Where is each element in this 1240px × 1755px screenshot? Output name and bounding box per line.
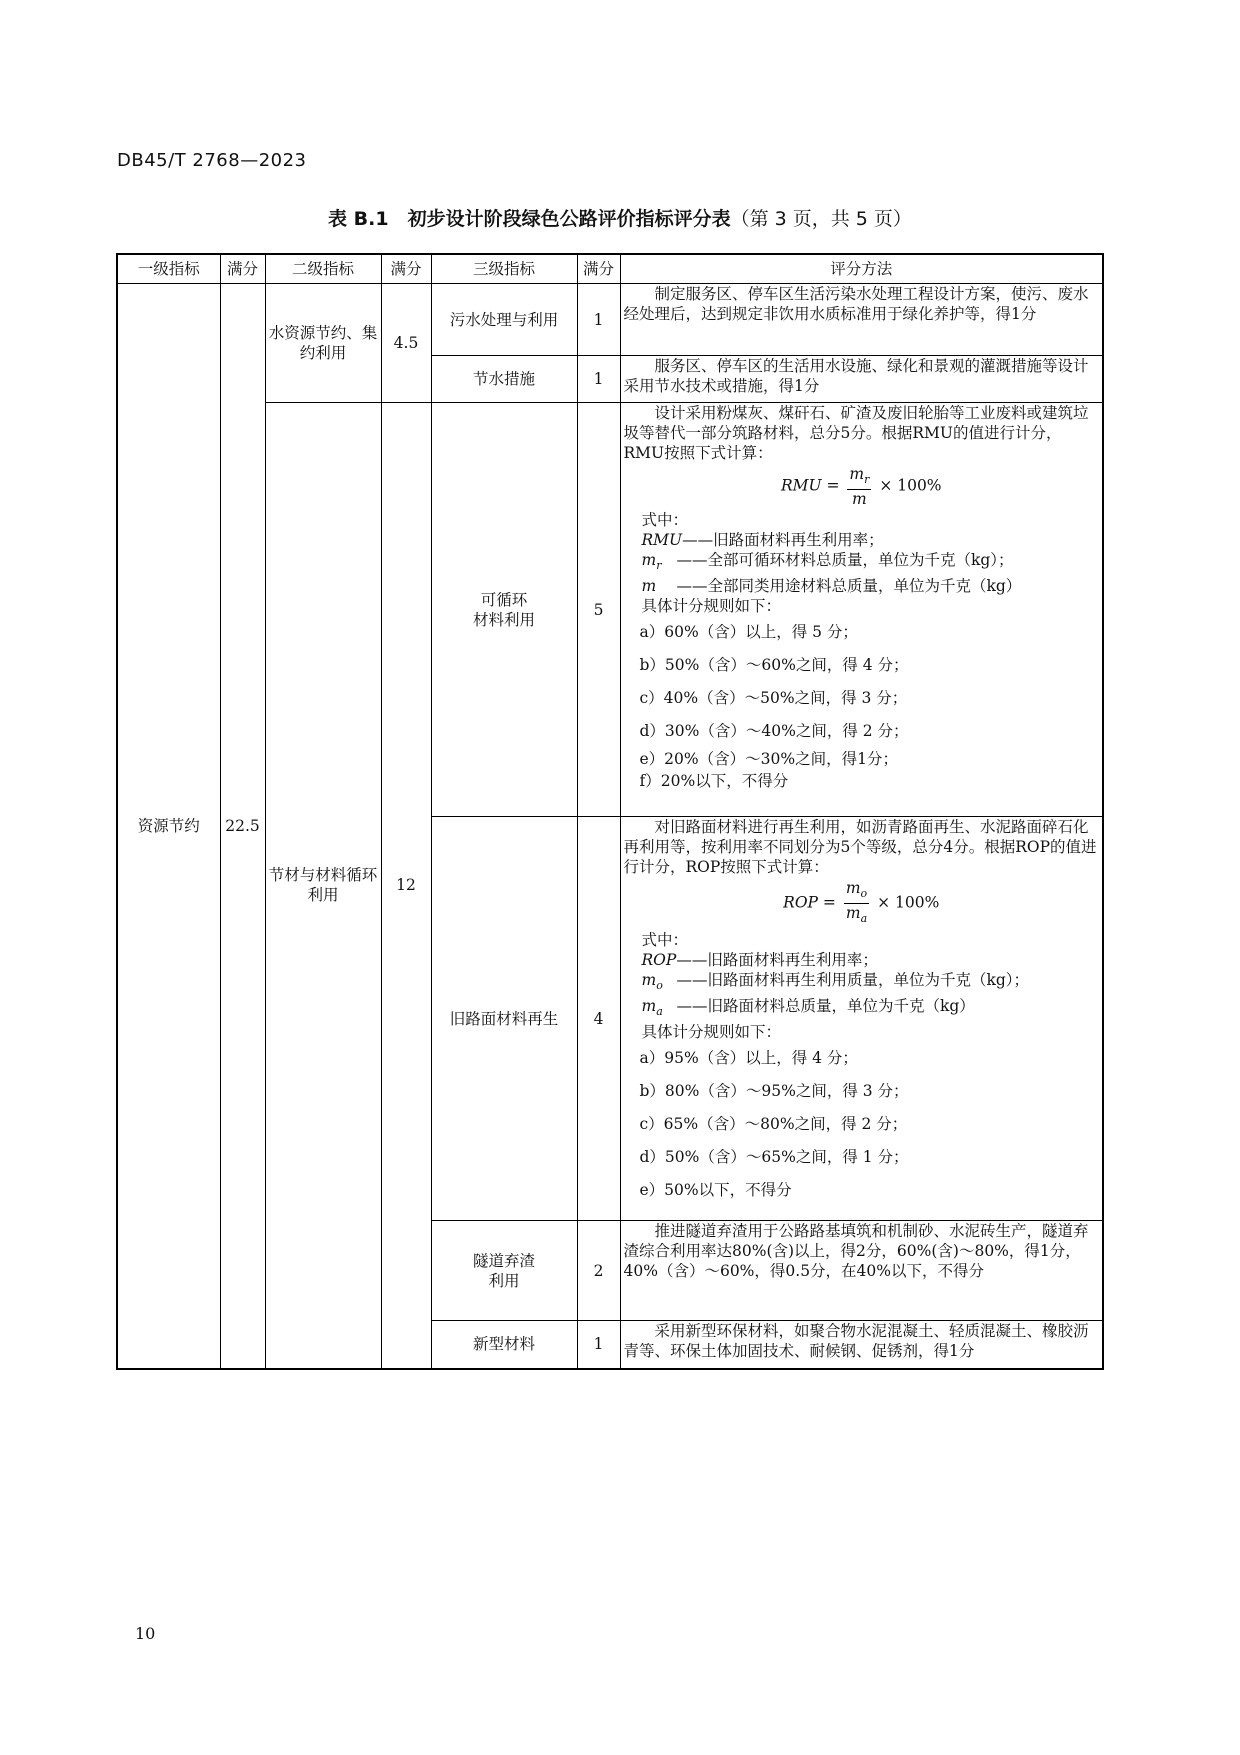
level3-tunnel-score: 2 <box>577 1221 620 1321</box>
definition-item <box>624 970 1100 996</box>
rule-item: f）20%以下，不得分 <box>639 772 789 791</box>
definition-symbol: RMU <box>641 531 683 550</box>
col-header-score1: 满分 <box>220 254 265 284</box>
formula-rmu <box>624 465 1100 508</box>
table-title <box>0 204 1240 231</box>
level3-tunnel-name-line1: 隧道弃渣 <box>472 1251 535 1270</box>
level2-materials-name: 节材与材料循环利用 <box>265 403 381 1369</box>
level3-pavement-score: 4 <box>577 817 620 1221</box>
rule-item: a）95%（含）以上，得 4 分； <box>639 1049 858 1068</box>
level3-saving-name: 节水措施 <box>431 356 577 403</box>
definition-text: ——旧路面材料总质量，单位为千克（kg） <box>676 997 975 1016</box>
definition-text: ——旧路面材料再生利用率； <box>676 951 878 970</box>
formula-rop <box>624 879 1100 928</box>
col-header-level1: 一级指标 <box>117 254 220 284</box>
method-intro: 设计采用粉煤灰、煤矸石、矿渣及废旧轮胎等工业废料或建筑垃圾等替代一部分筑路材料，总分5分。根据RMU的值进行计分，RMU按照下式计算： <box>623 404 1089 462</box>
method-pavement <box>620 817 1103 1221</box>
method-saving <box>620 356 1103 403</box>
definition-symbol: $m_r$ <box>641 551 662 573</box>
fraction-denominator: m <box>852 490 867 509</box>
definition-item <box>624 550 1100 576</box>
formula-rhs: × 100% <box>877 893 940 912</box>
formula-rhs: × 100% <box>879 476 942 495</box>
level1-name: 资源节约 <box>117 284 220 1369</box>
definition-symbol: $m_a$ <box>641 997 663 1019</box>
fraction-numerator-sub: r <box>864 473 870 487</box>
rule-item: a）60%（含）以上，得 5 分； <box>639 623 858 642</box>
level3-recycle-score: 5 <box>577 403 620 817</box>
rule-item: d）50%（含）～65%之间，得 1 分； <box>639 1148 909 1167</box>
col-header-score2: 满分 <box>381 254 431 284</box>
level3-sewage-score: 1 <box>577 284 620 356</box>
level3-recycle-name <box>431 403 577 817</box>
formula-lhs: ROP = <box>783 893 836 912</box>
definition-text: ——旧路面材料再生利用率； <box>682 531 884 550</box>
formula-fraction <box>847 465 871 508</box>
col-header-level3: 三级指标 <box>431 254 577 284</box>
formula-fraction <box>844 879 869 928</box>
level3-tunnel-name-line2: 利用 <box>488 1271 520 1290</box>
level3-saving-score: 1 <box>577 356 620 403</box>
definition-item <box>624 996 1100 1022</box>
table-title-page-info: （第 3 页，共 5 页） <box>730 208 912 230</box>
level3-pavement-name: 旧路面材料再生 <box>431 817 577 1221</box>
formula-lhs: RMU = <box>780 476 840 495</box>
fraction-numerator-sub: o <box>860 887 868 901</box>
definition-text: ——旧路面材料再生利用质量，单位为千克（kg）； <box>676 971 1030 990</box>
col-header-score3: 满分 <box>577 254 620 284</box>
definition-symbol: ROP <box>641 951 677 970</box>
definition-text: ——全部可循环材料总质量，单位为千克（kg）； <box>676 551 1014 570</box>
fraction-denominator: m <box>845 904 861 923</box>
table-header-row <box>117 254 1103 284</box>
level2-water-score: 4.5 <box>381 284 431 403</box>
method-recycle <box>620 403 1103 817</box>
level3-new-score: 1 <box>577 1321 620 1369</box>
level2-water-name: 水资源节约、集约利用 <box>265 284 381 403</box>
definition-item <box>624 530 1100 550</box>
where-label: 式中： <box>641 511 689 530</box>
col-header-level2: 二级指标 <box>265 254 381 284</box>
level3-recycle-name-line1: 可循环 <box>480 590 528 609</box>
method-sewage <box>620 284 1103 356</box>
rule-item: e）20%（含）～30%之间，得1分； <box>639 750 898 769</box>
rule-item: b）80%（含）～95%之间，得 3 分； <box>639 1082 909 1101</box>
rule-item: c）40%（含）～50%之间，得 3 分； <box>639 689 908 708</box>
table-row <box>117 403 1103 817</box>
table-title-main: 表 B.1 初步设计阶段绿色公路评价指标评分表 <box>328 208 731 230</box>
method-intro: 对旧路面材料进行再生利用，如沥青路面再生、水泥路面碎石化再利用等，按利用率不同划分为5个等级，总分4分。根据ROP的值进行计分，ROP按照下式计算： <box>623 818 1097 876</box>
method-text: 采用新型环保材料，如聚合物水泥混凝土、轻质混凝土、橡胶沥青等、环保土体加固技术、耐候钢、促锈剂，得1分 <box>623 1322 1089 1360</box>
method-text: 服务区、停车区的生活用水设施、绿化和景观的灌溉措施等设计采用节水技术或措施，得1分 <box>623 357 1089 395</box>
rule-item: d）30%（含）～40%之间，得 2 分； <box>639 722 909 741</box>
scoring-table <box>116 253 1104 1370</box>
level3-sewage-name: 污水处理与利用 <box>431 284 577 356</box>
fraction-denominator-sub: a <box>860 912 868 926</box>
definition-text: ——全部同类用途材料总质量，单位为千克（kg） <box>676 577 1022 596</box>
rules-heading: 具体计分规则如下： <box>641 597 782 616</box>
col-header-method: 评分方法 <box>620 254 1103 284</box>
level3-recycle-name-line2: 材料利用 <box>472 610 535 629</box>
level2-materials-score: 12 <box>381 403 431 1369</box>
table-row <box>117 284 1103 356</box>
definition-item <box>624 576 1100 596</box>
definition-symbol: $m_o$ <box>641 971 663 993</box>
method-text: 制定服务区、停车区生活污染水处理工程设计方案，使污、废水经处理后，达到规定非饮用水质标准用于绿化养护等，得1分 <box>623 285 1089 323</box>
method-tunnel <box>620 1221 1103 1321</box>
level3-tunnel-name <box>431 1221 577 1321</box>
definition-symbol: m <box>641 577 657 596</box>
where-label: 式中： <box>641 931 689 950</box>
fraction-numerator: m <box>849 465 865 483</box>
rule-item: c）65%（含）～80%之间，得 2 分； <box>639 1115 908 1134</box>
page-number: 10 <box>135 1624 156 1643</box>
rule-item: e）50%以下，不得分 <box>639 1181 792 1200</box>
level1-score: 22.5 <box>220 284 265 1369</box>
fraction-numerator: m <box>845 879 861 897</box>
method-text: 推进隧道弃渣用于公路路基填筑和机制砂、水泥砖生产，隧道弃渣综合利用率达80%(含)以上，得2分，60%(含)～80%，得1分，40%（含）～60%，得0.5分，在40%以下，不得分 <box>623 1222 1089 1280</box>
document-code: DB45/T 2768—2023 <box>117 150 307 171</box>
rule-item: b）50%（含）～60%之间，得 4 分； <box>639 656 909 675</box>
method-new <box>620 1321 1103 1369</box>
rules-heading: 具体计分规则如下： <box>641 1023 782 1042</box>
definition-item <box>624 950 1100 970</box>
level3-new-name: 新型材料 <box>431 1321 577 1369</box>
